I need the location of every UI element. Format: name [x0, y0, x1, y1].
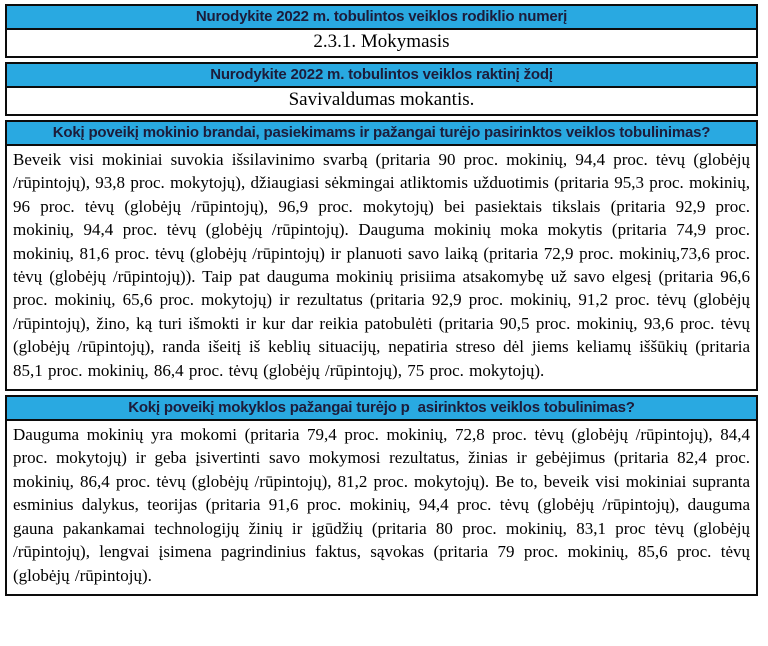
student-impact-group	[5, 120, 758, 391]
question-keyword: Nurodykite 2022 m. tobulintos veiklos raktinį žodį	[7, 64, 756, 88]
question-student-impact: Kokį poveikį mokinio brandai, pasiekimams ir pažangai turėjo pasirinktos veiklos tobulinimas?	[7, 122, 756, 146]
question-indicator-number: Nurodykite 2022 m. tobulintos veiklos rodiklio numerį	[7, 6, 756, 30]
answer-keyword: Savivaldumas mokantis.	[288, 89, 475, 110]
keyword-group	[5, 62, 758, 116]
question-school-impact: Kokį poveikį mokyklos pažangai turėjo p asirinktos veiklos tobulinimas?	[7, 397, 756, 421]
indicator-number-group	[5, 4, 758, 58]
answer-school-impact: Dauguma mokinių yra mokomi (pritaria 79,4 proc. mokinių, 72,8 proc. tėvų (globėjų /rūpintojų), 84,4 proc. mokytojų) ir geba įsivertinti savo mokymosi rezultatus, žinias ir gebėjimus (pritaria 82,4 proc. mokinių, 86,4 proc. tėvų (globėjų /rūpintojų), 81,2 proc. mokytojų). Be to, beveik visi mokiniai supranta esminius dalykus, teorijas (pritaria 91,6 proc. mokinių, 94,4 proc. tėvų (globėjų /rūpintojų), dauguma gauna pakankamai technologijų žinių ir įgūdžių (pritaria 80 proc. mokinių, 83,1 proc tėvų (globėjų /rūpintojų), lengvai įsimena pagrindinius faktus, sąvokas (pritaria 79 proc. mokinių, 85,6 proc. tėvų (globėjų /rūpintojų).	[13, 425, 750, 585]
school-impact-group	[5, 395, 758, 596]
answer-indicator-number: 2.3.1. Mokymasis	[313, 31, 450, 52]
answer-student-impact: Beveik visi mokiniai suvokia išsilavinimo svarbą (pritaria 90 proc. mokinių, 94,4 proc. tėvų (globėjų /rūpintojų), 93,8 proc. mokytojų), džiaugiasi sėkmingai atliktomis užduotimis (pritaria 95,3 proc. mokinių, 96 proc. tėvų (globėjų /rūpintojų), 96,9 proc. mokytojų) bei pasiektais tikslais (pritaria 92,9 proc. mokinių, 94,4 proc. tėvų (globėjų /rūpintojų). Dauguma mokinių moka mokytis (pritaria 74,9 proc. mokinių, 81,6 proc. tėvų (globėjų /rūpintojų) ir planuoti savo laiką (pritaria 72,9 proc. mokinių,73,6 proc. tėvų (globėjų /rūpintojų)). Taip pat dauguma mokinių prisiima atsakomybę už savo elgesį (pritaria 96,6 proc. mokinių, 65,6 proc. mokytojų) ir rezultatus (pritaria 92,9 proc. mokinių, 91,2 proc. tėvų (globėjų /rūpintojų), žino, ką turi išmokti ir kur dar reikia patobulėti (pritaria 90,5 proc. mokinių, 93,6 proc. tėvų (globėjų /rūpintojų), randa išeitį iš keblių situacijų, nepatiria streso dėl jiems keliamų iššūkių (pritaria 85,1 proc. mokinių, 86,4 proc. tėvų (globėjų /rūpintojų), 75 proc. mokytojų).	[13, 150, 750, 380]
